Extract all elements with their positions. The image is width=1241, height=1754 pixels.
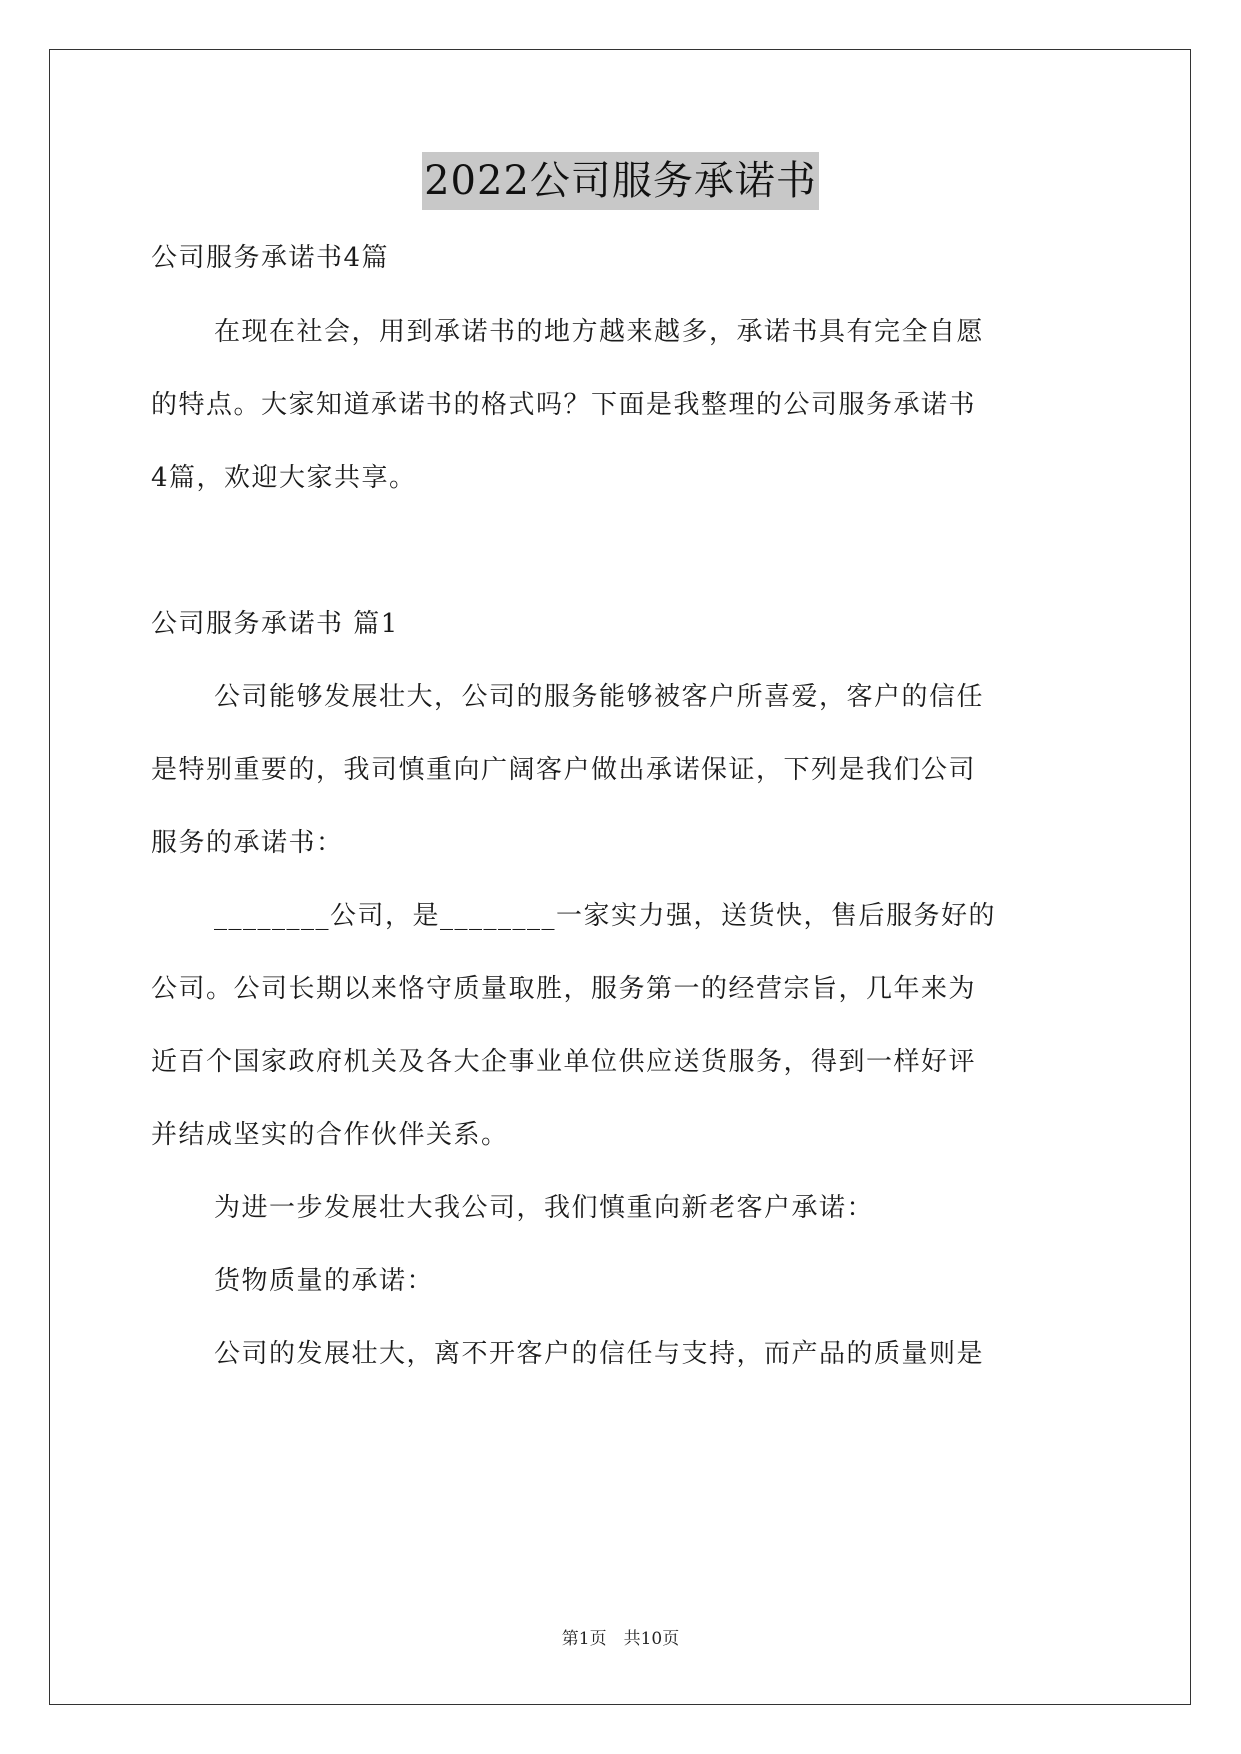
paragraph-line: 公司的发展壮大，离不开客户的信任与支持，而产品的质量则是 xyxy=(214,1339,985,1369)
paragraph-line: 公司。公司长期以来恪守质量取胜，服务第一的经营宗旨，几年来为 xyxy=(151,974,977,1004)
section-heading: 公司服务承诺书 篇1 xyxy=(151,609,399,639)
subtitle: 公司服务承诺书4篇 xyxy=(151,243,390,273)
intro-line-3: 4篇，欢迎大家共享。 xyxy=(151,463,417,493)
paragraph-line: 近百个国家政府机关及各大企事业单位供应送货服务，得到一样好评 xyxy=(151,1047,977,1077)
page-border xyxy=(49,49,1191,1705)
paragraph-line: 是特别重要的，我司慎重向广阔客户做出承诺保证，下列是我们公司 xyxy=(151,755,977,785)
paragraph-line: 为进一步发展壮大我公司，我们慎重向新老客户承诺： xyxy=(214,1193,875,1223)
intro-line-2: 的特点。大家知道承诺书的格式吗？下面是我整理的公司服务承诺书 xyxy=(151,390,977,420)
paragraph-line: 货物质量的承诺： xyxy=(214,1266,435,1296)
title-container xyxy=(0,152,1241,210)
paragraph-line: 服务的承诺书： xyxy=(151,828,344,858)
page-footer: 第1页 共10页 xyxy=(561,1629,680,1649)
paragraph-line: ________公司，是________一家实力强，送货快，售后服务好的 xyxy=(214,901,997,931)
document-title: 2022公司服务承诺书 xyxy=(422,152,819,210)
intro-line-1: 在现在社会，用到承诺书的地方越来越多，承诺书具有完全自愿 xyxy=(214,317,985,347)
paragraph-line: 并结成坚实的合作伙伴关系。 xyxy=(151,1120,509,1150)
paragraph-line: 公司能够发展壮大，公司的服务能够被客户所喜爱，客户的信任 xyxy=(214,682,985,712)
